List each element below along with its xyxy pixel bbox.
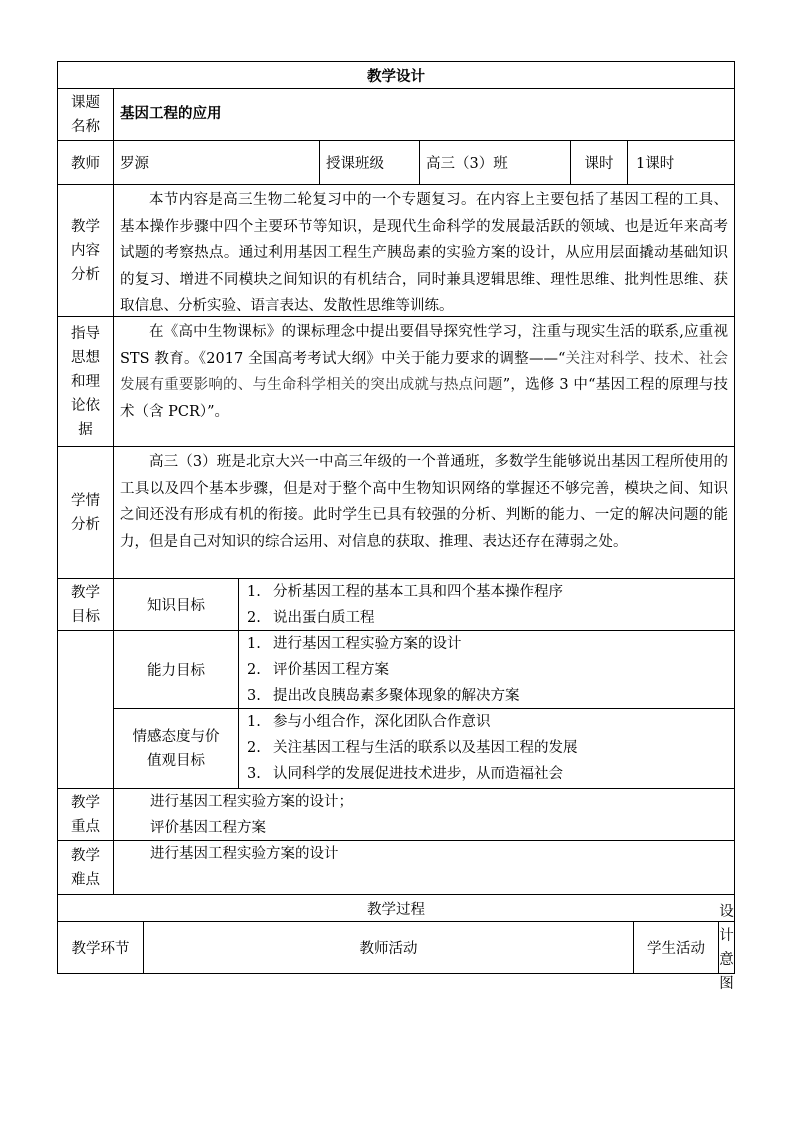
process-col-student: 学生活动 [647, 941, 705, 957]
process-title: 教学过程 [367, 901, 425, 918]
emotion-goal-list [239, 709, 734, 788]
difficulty-text [114, 841, 734, 894]
content-analysis-row [57, 184, 735, 316]
list-item [239, 579, 734, 605]
objectives-knowledge-row [57, 578, 735, 630]
difficulty-label [58, 841, 113, 894]
list-number: 3. [247, 766, 261, 782]
list-text: 提出改良胰岛素多聚体现象的解决方案 [273, 688, 520, 704]
key-label-line: 重点 [71, 818, 100, 835]
process-col-teacher: 教师活动 [359, 941, 418, 957]
objectives-label [58, 579, 113, 630]
list-item [239, 735, 734, 761]
list-number: 2. [247, 610, 261, 626]
list-number: 1. [247, 636, 261, 652]
ability-goal-label: 能力目标 [147, 663, 205, 679]
student-analysis-label [58, 447, 113, 578]
student-label-line: 分析 [71, 516, 100, 533]
theory-label-line: 论依 [71, 397, 100, 414]
difficulty-label-line: 难点 [71, 871, 100, 888]
knowledge-goal-label: 知识目标 [147, 598, 205, 614]
knowledge-goal-list [239, 579, 734, 630]
guiding-theory-text [114, 317, 734, 446]
key-point-line: 评价基因工程方案 [150, 820, 266, 836]
guiding-theory-label [58, 317, 113, 446]
student-label-line: 学情 [71, 492, 100, 509]
class-value: 高三（3）班 [426, 156, 508, 172]
difficulty-line: 进行基因工程实验方案的设计 [150, 846, 339, 862]
list-item [239, 709, 734, 735]
list-number: 3. [247, 688, 261, 704]
key-point-line: 进行基因工程实验方案的设计； [150, 794, 353, 810]
key-label-line: 教学 [71, 794, 100, 811]
key-points-text [114, 789, 734, 840]
objectives-label-line: 目标 [71, 608, 100, 625]
objectives-ability-row [57, 630, 735, 708]
intent-label-line: 图 [719, 975, 734, 992]
list-number: 2. [247, 662, 261, 678]
theory-text-part: 在《高中生物课标》的课标理念中提出要倡导探究性学习，注重与现实生活的联系,应重视 STS 教育。《2017 全国高考考试大纲》中关于能力要求的调整——“ [120, 324, 728, 367]
emotion-goal-label [114, 709, 238, 788]
emotion-label-line: 情感态度与价 [132, 728, 220, 745]
list-number: 1. [247, 584, 261, 600]
list-text: 分析基因工程的基本工具和四个基本操作程序 [273, 584, 563, 600]
emotion-label-line: 值观目标 [147, 752, 205, 769]
student-analysis-text: 高三（3）班是北京大兴一中高三年级的一个普通班，多数学生能够说出基因工程所使用的工具以及四个基本步骤，但是对于整个高中生物知识网络的掌握还不够完善，模块之间、知识之间还没有形成有机的衔接。此时学生已具有较强的分析、判断的能力、一定的解决问题的能力，但是自己对知识的综合运用、对信息的获取、推理、表达还存在薄弱之处。 [120, 454, 728, 550]
key-points-label [58, 789, 113, 840]
theory-label-line: 据 [78, 421, 93, 438]
list-number: 2. [247, 740, 261, 756]
list-item [239, 683, 734, 709]
content-label-line: 分析 [71, 266, 100, 283]
content-analysis-text: 本节内容是高三生物二轮复习中的一个专题复习。在内容上主要包括了基因工程的工具、基本操作步骤中四个主要环节等知识，是现代生命科学的发展最活跃的领域、也是近年来高考试题的考察热点。通过利用基因工程生产胰岛素的实验方案的设计，从应用层面撬动基础知识的复习、增进不同模块之间知识的有机结合，同时兼具逻辑思维、理性思维、批判性思维、获取信息、分析实验、语言表达、发散性思维等训练。 [120, 192, 728, 314]
objectives-label-line: 教学 [71, 584, 100, 601]
process-col-stage: 教学环节 [71, 941, 130, 957]
process-col-intent [719, 903, 734, 992]
objectives-spacer [58, 709, 113, 788]
teacher-row [57, 140, 735, 184]
key-points-row [57, 788, 735, 840]
theory-label-line: 和理 [71, 373, 100, 390]
topic-label-line2: 名称 [71, 118, 100, 135]
content-label-line: 教学 [71, 218, 100, 235]
list-item [239, 657, 734, 683]
teacher-name: 罗源 [120, 156, 149, 172]
list-item [239, 605, 734, 631]
class-label: 授课班级 [326, 156, 384, 172]
title-row [57, 61, 735, 88]
list-text: 进行基因工程实验方案的设计 [273, 636, 462, 652]
difficulty-row [57, 840, 735, 894]
list-item [239, 761, 734, 787]
objectives-emotion-row [57, 708, 735, 788]
ability-goal-list [239, 631, 734, 708]
content-label-line: 内容 [71, 242, 100, 259]
list-text: 说出蛋白质工程 [273, 610, 375, 626]
topic-label-line1: 课题 [71, 94, 100, 111]
hours-label: 课时 [584, 156, 614, 172]
student-analysis-row [57, 446, 735, 578]
guiding-theory-row [57, 316, 735, 446]
topic-value [114, 89, 734, 140]
list-item [239, 631, 734, 657]
difficulty-label-line: 教学 [71, 847, 100, 864]
page-title: 教学设计 [367, 67, 425, 85]
topic-value-text: 基因工程的应用 [120, 105, 222, 122]
teacher-label: 教师 [71, 156, 100, 172]
theory-label-line: 指导 [71, 325, 100, 342]
list-text: 评价基因工程方案 [273, 662, 389, 678]
list-text: 关注基因工程与生活的联系以及基因工程的发展 [273, 740, 578, 756]
process-title-row [57, 894, 735, 921]
hours-value: 1课时 [636, 156, 675, 172]
list-text: 认同科学的发展促进技术进步，从而造福社会 [273, 766, 563, 782]
list-text: 参与小组合作，深化团队合作意识 [273, 714, 491, 730]
intent-label-line: 设计意 [719, 903, 734, 968]
theory-label-line: 思想 [71, 349, 100, 366]
theory-quote: 关注对科学、技术、社会发展有重要影响的、与生命科学相关的突出成就与热点问题 [120, 350, 728, 393]
topic-row [57, 88, 735, 140]
topic-label [58, 89, 113, 140]
theory-text-part: ”，选修 3 中“基因工程的原理与技术（含 PCR）”。 [120, 377, 728, 420]
list-number: 1. [247, 714, 261, 730]
content-analysis-label [58, 185, 113, 316]
